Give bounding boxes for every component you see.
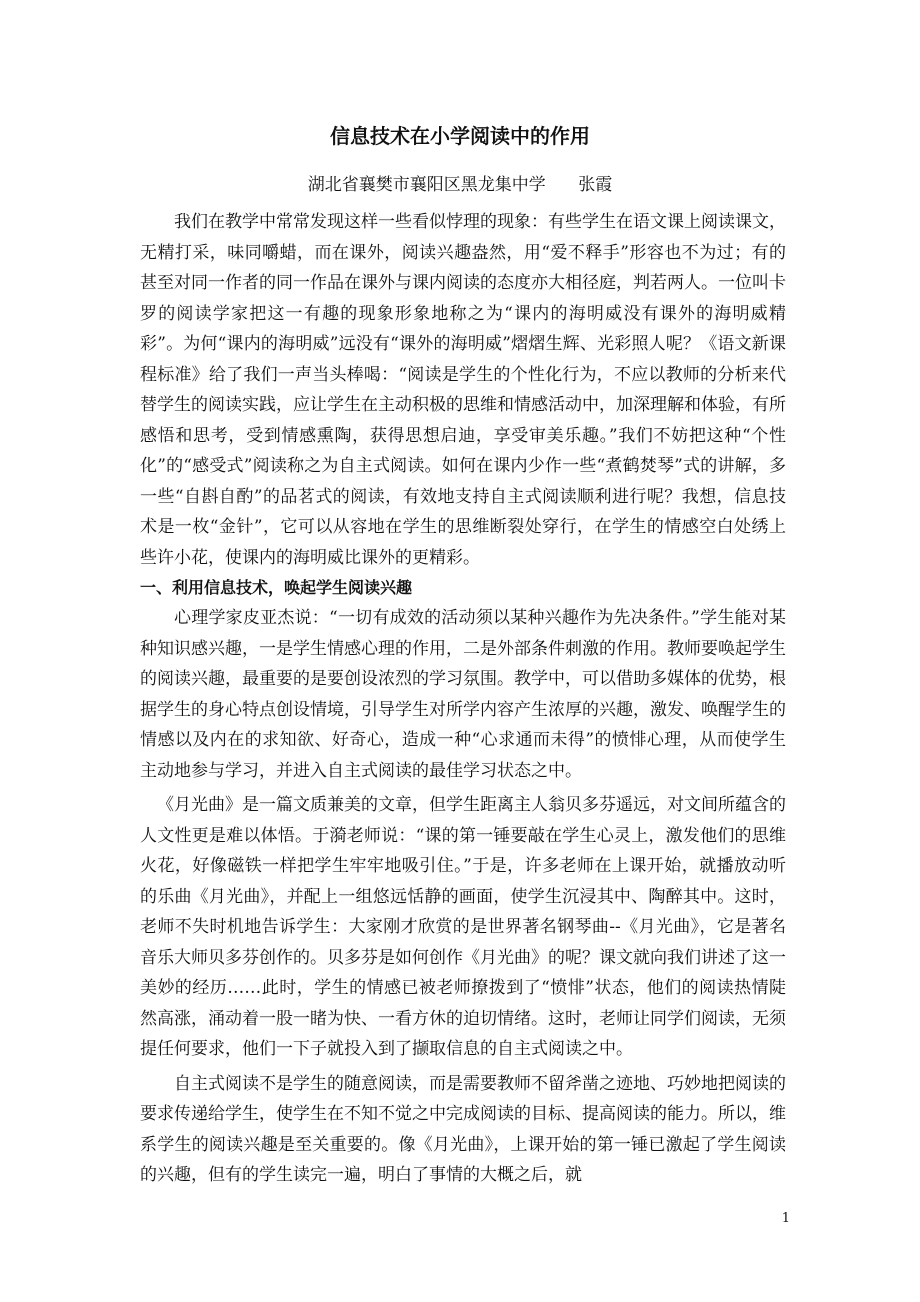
body-paragraph: 《月光曲》是一篇文质兼美的文章，但学生距离主人翁贝多芬遥远，对文间所蕴含的人文性更是难以体悟。于漪老师说：“课的第一锤要敲在学生心灵上，激发他们的思维火花，好像磁铁一样把学生牢牢地吸引住。”于是，许多老师在上课开始，就播放动听的乐曲《月光曲》，并配上一组悠远恬静的画面，使学生沉浸其中、陶醉其中。这时，老师不失时机地告诉学生：大家刚才欣赏的是世界著名钢琴曲--《月光曲》，它是著名音乐大师贝多芬创作的。贝多芬是如何创作《月光曲》的呢？课文就向我们讲述了这一美妙的经历……此时，学生的情感已被老师撩拨到了“愤悱”状态，他们的阅读热情陡然高涨，涌动着一股一睹为快、一看方休的迫切情绪。这时，老师让同学们阅读，无须提任何要求，他们一下子就投入到了撷取信息的自主式阅读之中。 xyxy=(140,795,786,1059)
body-paragraph: 心理学家皮亚杰说：“一切有成效的活动须以某种兴趣作为先决条件。”学生能对某种知识感兴趣，一是学生情感心理的作用，二是外部条件刺激的作用。教师要唤起学生的阅读兴趣，最重要的是要创设浓烈的学习氛围。教学中，可以借助多媒体的优势，根据学生的身心特点创设情境，引导学生对所学内容产生浓厚的兴趣，激发、唤醒学生的情感以及内在的求知欲、好奇心，造成一种“心求通而未得”的愤悱心理，从而使学生主动地参与学习，并进入自主式阅读的最佳学习状态之中。 xyxy=(140,608,786,781)
document-title: 信息技术在小学阅读中的作用 xyxy=(330,124,590,148)
body-paragraph: 自主式阅读不是学生的随意阅读，而是需要教师不留斧凿之迹地、巧妙地把阅读的要求传递给学生，使学生在不知不觉之中完成阅读的目标、提高阅读的能力。所以，维系学生的阅读兴趣是至关重要的。像《月光曲》，上课开始的第一锤已激起了学生阅读的兴趣，但有的学生读完一遍，明白了事情的大概之后，就 xyxy=(140,1073,786,1185)
page-number: 1 xyxy=(781,1211,790,1226)
author-byline: 湖北省襄樊市襄阳区黑龙集中学 张霞 xyxy=(307,175,613,195)
intro-paragraph: 我们在教学中常常发现这样一些看似悖理的现象：有些学生在语文课上阅读课文，无精打采，味同嚼蜡，而在课外，阅读兴趣盎然，用“爱不释手”形容也不为过；有的甚至对同一作者的同一作品在课外与课内阅读的态度亦大相径庭，判若两人。一位叫卡罗的阅读学家把这一有趣的现象形象地称之为“课内的海明威没有课外的海明威精彩”。为何“课内的海明威”远没有“课外的海明威”熠熠生辉、光彩照人呢？《语文新课程标准》给了我们一声当头棒喝：“阅读是学生的个性化行为，不应以教师的分析来代替学生的阅读实践，应让学生在主动积极的思维和情感活动中，加深理解和体验，有所感悟和思考，受到情感熏陶，获得思想启迪，享受审美乐趣。”我们不妨把这种“个性化”的“感受式”阅读称之为自主式阅读。如何在课内少作一些“煮鹤焚琴”式的讲解，多一些“自斟自酌”的品茗式的阅读，有效地支持自主式阅读顺利进行呢？我想，信息技术是一枚“金针”，它可以从容地在学生的思维断裂处穿行，在学生的情感空白处绣上些许小花，使课内的海明威比课外的更精彩。 xyxy=(140,212,786,568)
document-body xyxy=(140,207,786,1191)
section-heading: 一、利用信息技术，唤起学生阅读兴趣 xyxy=(140,578,413,597)
